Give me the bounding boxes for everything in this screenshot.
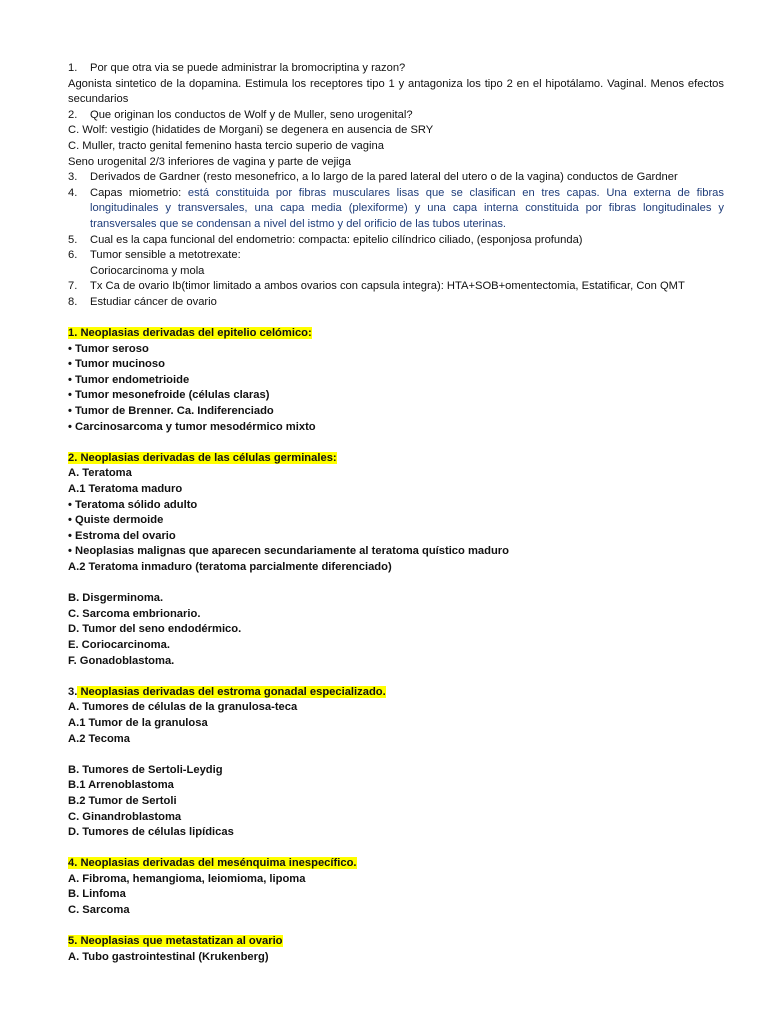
spacer <box>68 669 724 685</box>
question-subtext: Coriocarcinoma y mola <box>90 264 205 277</box>
spacer <box>68 841 724 857</box>
section-5 <box>68 934 724 965</box>
section-3 <box>68 685 724 841</box>
question-6 <box>68 248 724 279</box>
list-item: A.1 Tumor de la granulosa <box>68 716 208 729</box>
section-heading: 5. Neoplasias que metastatizan al ovario <box>68 935 283 948</box>
spacer <box>68 747 724 763</box>
section-4 <box>68 856 724 918</box>
list-item: A. Teratoma <box>68 467 132 480</box>
document-page <box>68 61 724 965</box>
spacer <box>68 311 724 327</box>
list-item: • Tumor de Brenner. Ca. Indiferenciado <box>68 405 274 418</box>
list-number: 6. <box>68 249 78 262</box>
list-item: A.1 Teratoma maduro <box>68 483 183 496</box>
question-2 <box>68 108 724 124</box>
list-item: C. Sarcoma <box>68 904 130 917</box>
question-3 <box>68 170 724 186</box>
list-number: 4. <box>68 186 78 199</box>
list-item: • Quiste dermoide <box>68 514 164 527</box>
list-item: B.2 Tumor de Sertoli <box>68 794 177 807</box>
answer-2b: C. Muller, tracto genital femenino hasta tercio superio de vagina <box>68 139 384 152</box>
question-4 <box>68 186 724 233</box>
list-number: 2. <box>68 108 78 121</box>
question-1 <box>68 61 724 77</box>
question-text-highlighted: está constituida por fibras musculares lisas que se clasifican en tres capas. Una externa de fibras longitudinales y transversales, una capa media (plexiforme) y una capa interna constituida por fibras longitudinales y transversales que se condensan a nivel del istmo y del orificio de las tubos uterinas. <box>90 186 724 230</box>
list-number: 1. <box>68 62 78 74</box>
question-8 <box>68 295 724 311</box>
list-item: • Carcinosarcoma y tumor mesodérmico mixto <box>68 420 316 433</box>
list-item: F. Gonadoblastoma. <box>68 654 175 667</box>
question-text: Tx Ca de ovario Ib(timor limitado a ambos ovarios con capsula integra): HTA+SOB+omentectomia, Estatificar, Con QMT <box>90 280 685 293</box>
list-item: A. Fibroma, hemangioma, leiomioma, lipoma <box>68 872 306 885</box>
list-item: B. Disgerminoma. <box>68 592 164 605</box>
section-heading: 4. Neoplasias derivadas del mesénquima inespecífico. <box>68 857 357 870</box>
question-text: Cual es la capa funcional del endometrio: compacta: epitelio cilíndrico ciliado, (esponjosa profunda) <box>90 233 583 246</box>
question-text: Que originan los conductos de Wolf y de Muller, seno urogenital? <box>90 108 413 121</box>
section-heading: 2. Neoplasias derivadas de las células germinales: <box>68 451 337 464</box>
list-item: • Tumor mucinoso <box>68 358 165 371</box>
list-item: D. Tumor del seno endodérmico. <box>68 623 242 636</box>
list-item: B. Tumores de Sertoli-Leydig <box>68 763 223 776</box>
list-item: C. Ginandroblastoma <box>68 810 182 823</box>
list-item: • Tumor seroso <box>68 342 149 355</box>
list-item: C. Sarcoma embrionario. <box>68 607 201 620</box>
list-item: A. Tumores de células de la granulosa-teca <box>68 701 298 714</box>
answer-1: Agonista sintetico de la dopamina. Estimula los receptores tipo 1 y antagoniza los tipo 2 en el hipotálamo. Vaginal. Menos efectos secundarios <box>68 77 724 106</box>
spacer <box>68 576 724 592</box>
list-item: • Neoplasias malignas que aparecen secundariamente al teratoma quístico maduro <box>68 545 509 558</box>
section-heading: Neoplasias derivadas del estroma gonadal especializado. <box>77 685 386 698</box>
list-item: A.2 Teratoma inmaduro (teratoma parcialmente diferenciado) <box>68 561 392 573</box>
answer-2c: Seno urogenital 2/3 inferiores de vagina y parte de vejiga <box>68 155 351 168</box>
section-number: 3. <box>68 685 78 698</box>
section-2 <box>68 451 724 669</box>
section-heading: 1. Neoplasias derivadas del epitelio celómico: <box>68 327 312 340</box>
list-item: D. Tumores de células lipídicas <box>68 826 234 839</box>
list-item: A.2 Tecoma <box>68 732 130 745</box>
question-5 <box>68 233 724 249</box>
spacer <box>68 435 724 451</box>
question-text: Derivados de Gardner (resto mesonefrico, a lo largo de la pared lateral del utero o de la vagina) conductos de Gardner <box>90 171 678 184</box>
list-item: A. Tubo gastrointestinal (Krukenberg) <box>68 950 269 963</box>
list-item: B. Linfoma <box>68 888 126 901</box>
answer-2a: C. Wolf: vestigio (hidatides de Morgani) se degenera en ausencia de SRY <box>68 124 434 137</box>
question-text: Tumor sensible a metotrexate: <box>90 249 241 262</box>
question-text: Capas miometrio: <box>90 186 188 199</box>
list-item: • Estroma del ovario <box>68 529 176 542</box>
spacer <box>68 919 724 935</box>
question-text: Por que otra via se puede administrar la bromocriptina y razon? <box>90 62 406 74</box>
section-1 <box>68 326 724 435</box>
list-number: 5. <box>68 233 78 246</box>
question-7 <box>68 279 724 295</box>
list-item: • Tumor endometrioide <box>68 373 190 386</box>
list-item: • Teratoma sólido adulto <box>68 498 198 511</box>
list-number: 7. <box>68 280 78 293</box>
list-item: • Tumor mesonefroide (células claras) <box>68 389 270 402</box>
question-text: Estudiar cáncer de ovario <box>90 295 217 308</box>
list-item: E. Coriocarcinoma. <box>68 638 170 651</box>
list-item: B.1 Arrenoblastoma <box>68 779 174 792</box>
list-number: 3. <box>68 171 78 184</box>
list-number: 8. <box>68 295 78 308</box>
